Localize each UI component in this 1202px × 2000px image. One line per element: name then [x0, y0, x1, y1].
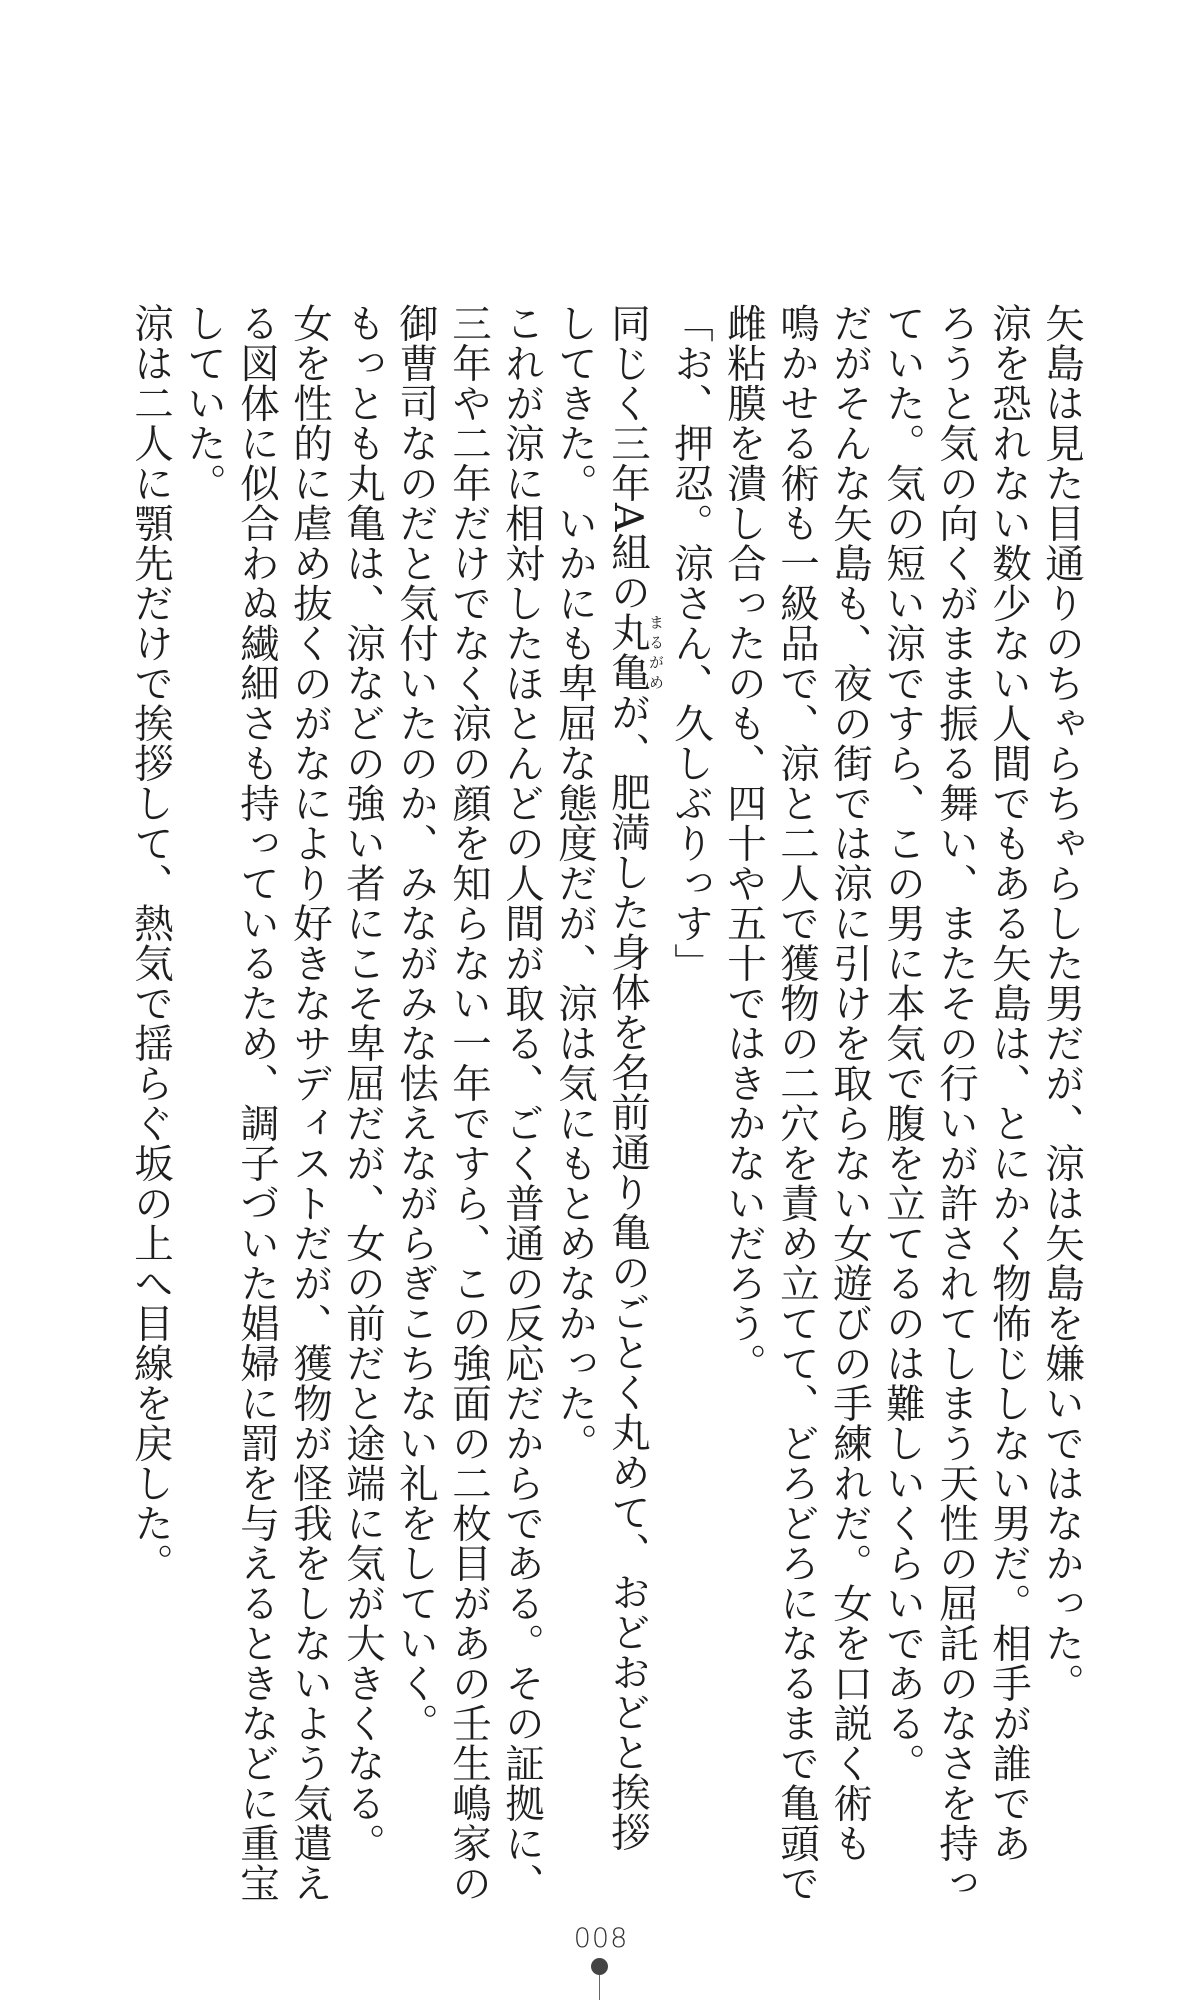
text-line: 三年や二年だけでなく涼の顔を知らない一年ですら、この強面の二枚目があの壬生嶋家の [446, 303, 492, 1903]
text-line: 女を性的に虐め抜くのがなにより好きなサディストだが、獲物が怪我をしないよう気遣え [287, 303, 333, 1903]
text-line: ろうと気の向くがまま振る舞い、またその行いが許されてしまう天性の屈託のなさを持っ [933, 303, 979, 1903]
text-line: 矢島は見た目通りのちゃらちゃらした男だが、涼は矢島を嫌いではなかった。 [1039, 303, 1085, 1703]
text-line: る図体に似合わぬ繊細さも持っているため、調子づいた娼婦に罰を与えるときなどに重宝 [234, 303, 280, 1903]
text-line: 涼を恐れない数少ない人間でもある矢島は、とにかく物怖じしない男だ。相手が誰であ [986, 303, 1032, 1863]
body-text [128, 303, 1088, 1903]
dialogue-line: 「お、押忍。涼さん、久しぶりっす」 [668, 303, 714, 983]
page-marker-dot-icon [591, 1958, 608, 1975]
text-line: もっとも丸亀は、涼などの強い者にこそ卑屈だが、女の前だと途端に気が大きくなる。 [340, 303, 386, 1863]
text-line: 雌粘膜を潰し合ったのも、四十や五十ではきかないだろう。 [721, 303, 767, 1383]
text-line-with-ruby [601, 303, 665, 1853]
ruby-annotation [605, 612, 665, 693]
text-line: これが涼に相対したほとんどの人間が取る、ごく普通の反応だからである。その証拠に、 [499, 303, 545, 1903]
text-line: 鳴かせる術も一級品で、涼と二人で獲物の二穴を責め立てて、どろどろになるまで亀頭で [774, 303, 820, 1903]
text-segment: 同じく三年A組の [605, 303, 651, 613]
text-line: だがそんな矢島も、夜の街では涼に引けを取らない女遊びの手練れだ。女を口説く術も [827, 303, 873, 1863]
text-segment: が、肥満した身体を名前通り亀のごとく丸めて、おどおどと挨拶 [605, 692, 651, 1853]
text-line: ていた。気の短い涼ですら、この男に本気で腹を立てるのは難しいくらいである。 [880, 303, 926, 1783]
ruby-reading: まるがめ [647, 612, 665, 693]
page-marker-line [599, 1975, 600, 2000]
ruby-base: 丸亀 [605, 612, 651, 693]
text-line: していた。 [181, 303, 227, 503]
page-number: 008 [573, 1923, 629, 1954]
text-line: 御曹司なのだと気付いたのか、みながみな怯えながらぎこちない礼をしていく。 [393, 303, 439, 1743]
text-line: してきた。いかにも卑屈な態度だが、涼は気にもとめなかった。 [552, 303, 598, 1463]
text-line: 涼は二人に顎先だけで挨拶して、熱気で揺らぐ坂の上へ目線を戻した。 [128, 303, 174, 1583]
